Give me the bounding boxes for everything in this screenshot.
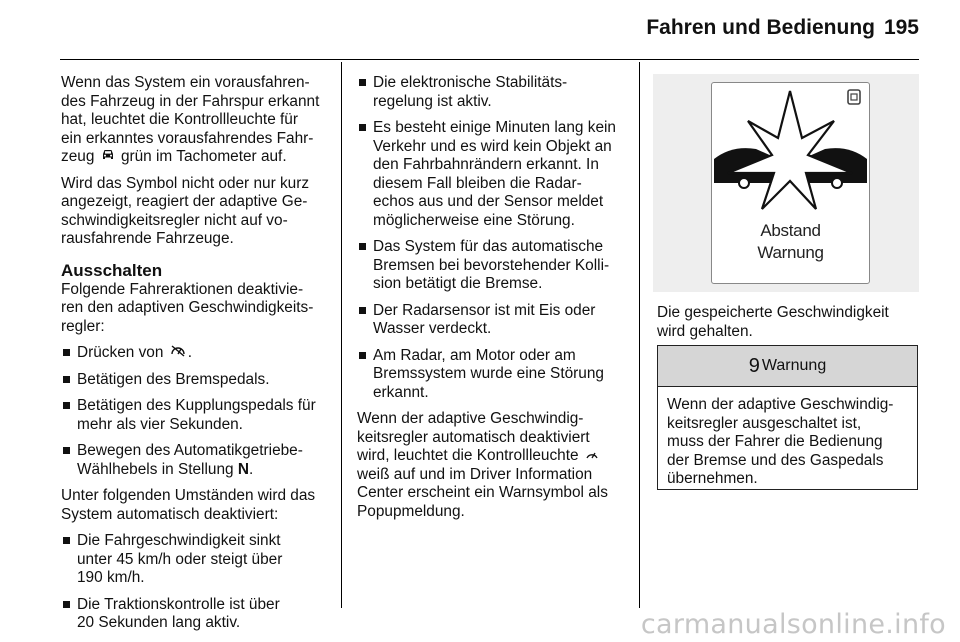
column-divider-2 (639, 62, 640, 608)
list-item: Betätigen des Kupplungspedals für mehr als vier Sekunden. (61, 397, 329, 434)
deactivation-actions-list (61, 344, 329, 479)
warning-body: Wenn der adaptive Geschwindig- keitsregler ausgeschaltet ist, muss der Fahrer die Bedienung der Bremse und des Gaspedals übernehmen. (667, 396, 894, 487)
column-divider-1 (341, 62, 342, 608)
cruise-control-indicator-icon (583, 447, 601, 466)
warning-triangle-icon: 9 (748, 354, 760, 377)
list-item: Am Radar, am Motor oder am Bremssystem wurde eine Störung erkannt. (357, 347, 627, 403)
header-divider (60, 59, 919, 60)
column-1 (61, 74, 329, 641)
paragraph-deactivation-actions: Folgende Fahreraktionen deaktivie- ren den adaptiven Geschwindigkeits- regler: (61, 280, 314, 335)
figure-label-warnung: Warnung (757, 243, 824, 262)
camera-corner-icon (848, 90, 860, 104)
list-item: Die Traktionskontrolle ist über 20 Sekunden lang aktiv. (61, 596, 329, 633)
warning-header (658, 346, 917, 387)
paragraph-speed-held: Die gespeicherte Geschwindigkeit wird gehalten. (657, 304, 889, 340)
figure-label-abstand: Abstand (760, 221, 821, 240)
page-number: 195 (883, 16, 919, 39)
vehicle-ahead-icon (99, 148, 117, 167)
list-item: Die elektronische Stabilitäts- regelung ist aktiv. (357, 74, 627, 111)
page-title: Fahren und Bedienung (646, 16, 875, 39)
warning-title: Warnung (761, 357, 827, 374)
distance-warning-figure (653, 74, 919, 292)
paragraph-indicator-white: Wenn der adaptive Geschwindig- keitsregler automatisch deaktiviert wird, leuchtet die Kontrollleuchte weiß auf und im Driver Information Center erscheint ein Warnsymbol als Popupmeldung. (357, 410, 608, 520)
warning-box (657, 345, 918, 490)
paragraph-vehicle-detected: Wenn das System ein vorausfahren- des Fahrzeug in der Fahrspur erkannt hat, leuchtet die Kontrollleuchte für ein erkanntes vorausfahrendes Fahr- zeug grün im Tachometer auf. (61, 74, 320, 165)
section-title-ausschalten: Ausschalten (61, 260, 163, 280)
warning-display-panel (711, 82, 870, 284)
paragraph-auto-deactivation: Unter folgenden Umständen wird das System automatisch deaktiviert: (61, 487, 316, 523)
auto-deactivation-list-continued (357, 74, 627, 402)
list-item: Betätigen des Bremspedals. (61, 371, 329, 390)
list-item: Bewegen des Automatikgetriebe- Wählhebels in Stellung N. (61, 442, 329, 479)
column-2 (357, 74, 627, 529)
auto-deactivation-list (61, 532, 329, 633)
list-item: Das System für das automatische Bremsen bei bevorstehender Kolli- sion betätigt die Bremse. (357, 238, 627, 294)
watermark: carmanualsonline.info (640, 609, 946, 640)
list-item: Die Fahrgeschwindigkeit sinkt unter 45 km/h oder steigt über 190 km/h. (61, 532, 329, 588)
paragraph-symbol-short: Wird das Symbol nicht oder nur kurz angezeigt, reagiert der adaptive Ge- schwindigkeitsregler nicht auf vo- rausfahrende Fahrzeuge. (61, 174, 310, 247)
list-item: Der Radarsensor ist mit Eis oder Wasser verdeckt. (357, 302, 627, 339)
cruise-control-cancel-icon (168, 344, 188, 363)
list-item: Es besteht einige Minuten lang kein Verkehr und es wird kein Objekt an den Fahrbahnrändern erkannt. In diesem Fall bleiben die Radar- echos aus und der Sensor meldet möglicherweise eine Störung. (357, 119, 627, 230)
list-item: Drücken von . (61, 344, 329, 363)
